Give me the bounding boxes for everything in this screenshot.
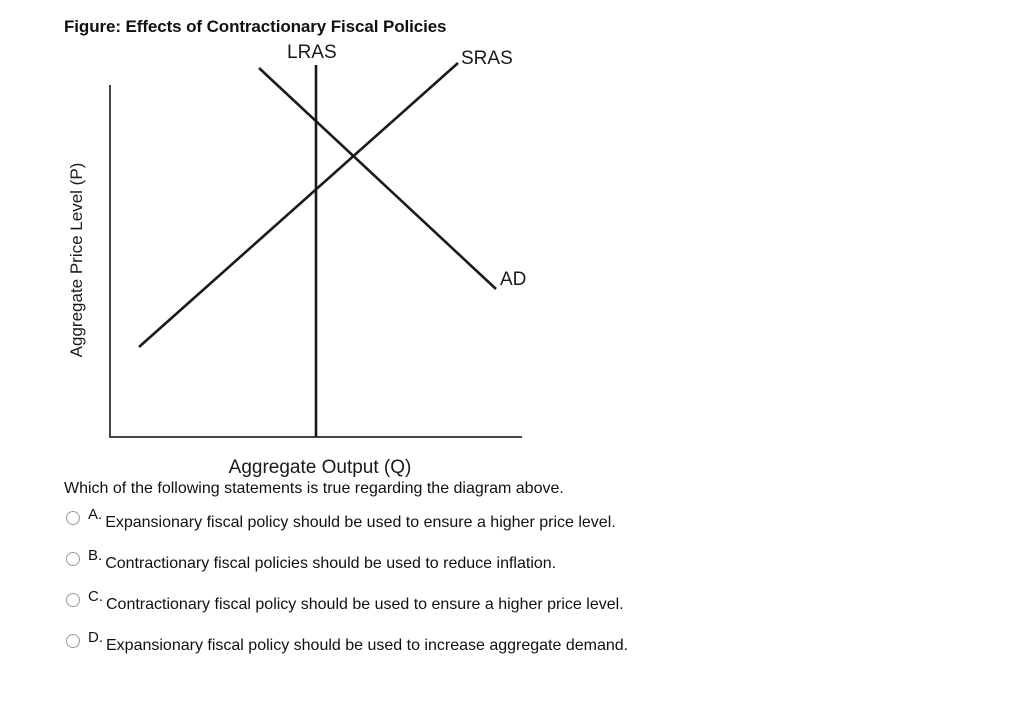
option-c[interactable] bbox=[66, 590, 966, 631]
option-b-letter: B. bbox=[88, 547, 103, 564]
radio-b[interactable] bbox=[66, 552, 80, 566]
option-a[interactable] bbox=[66, 508, 966, 549]
radio-a[interactable] bbox=[66, 511, 80, 525]
option-d-letter: D. bbox=[88, 629, 103, 646]
ad-curve bbox=[259, 68, 496, 289]
lras-label: LRAS bbox=[287, 42, 337, 63]
option-a-letter: A. bbox=[88, 506, 103, 523]
sras-label: SRAS bbox=[461, 48, 513, 69]
question-text: Which of the following statements is true regarding the diagram above. bbox=[64, 480, 564, 497]
answer-options bbox=[66, 508, 966, 672]
option-c-text: Contractionary fiscal policy should be used to ensure a higher price level. bbox=[106, 596, 624, 613]
radio-c[interactable] bbox=[66, 593, 80, 607]
option-c-letter: C. bbox=[88, 588, 103, 605]
y-axis-label: Aggregate Price Level (P) bbox=[67, 162, 86, 358]
radio-d[interactable] bbox=[66, 634, 80, 648]
ad-as-diagram bbox=[0, 0, 560, 480]
option-b-text: Contractionary fiscal policies should be used to reduce inflation. bbox=[105, 555, 557, 572]
x-axis-label: Aggregate Output (Q) bbox=[228, 457, 412, 478]
option-a-text: Expansionary fiscal policy should be used to ensure a higher price level. bbox=[105, 514, 616, 531]
option-d-text: Expansionary fiscal policy should be used to increase aggregate demand. bbox=[106, 637, 629, 654]
option-b[interactable] bbox=[66, 549, 966, 590]
figure-title: Figure: Effects of Contractionary Fiscal Policies bbox=[64, 17, 447, 36]
ad-label: AD bbox=[500, 269, 527, 290]
option-d[interactable] bbox=[66, 631, 966, 672]
